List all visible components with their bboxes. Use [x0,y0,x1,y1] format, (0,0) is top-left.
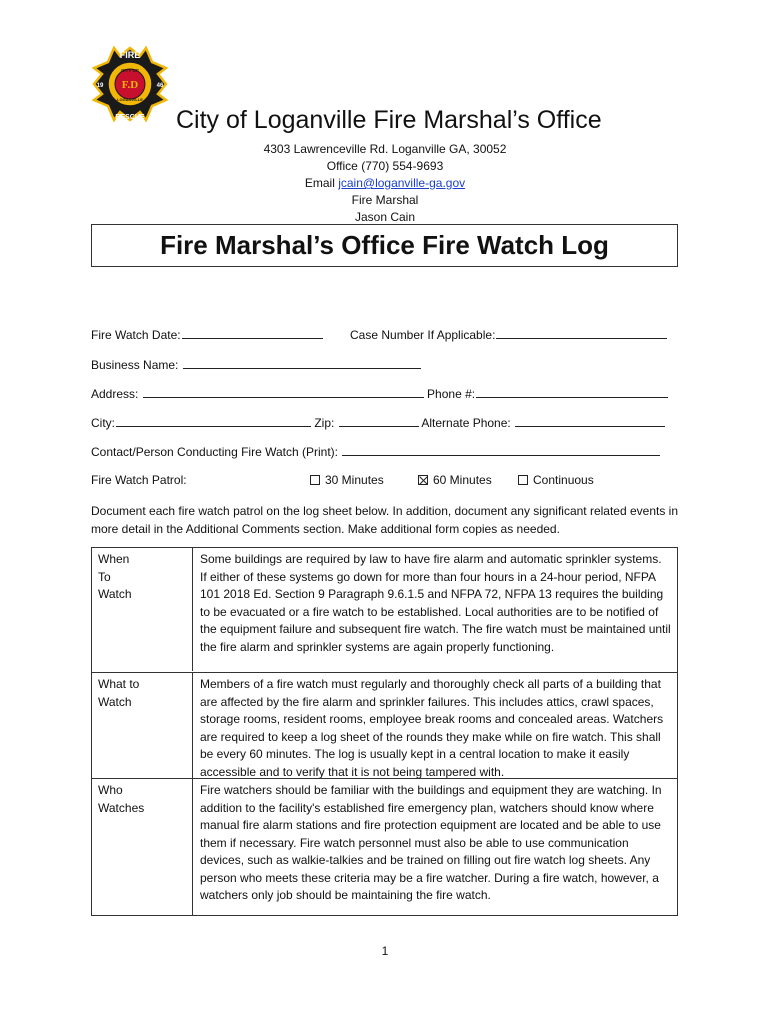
logo-top-text: FIRE [119,50,141,60]
alt-phone-field[interactable] [515,414,665,427]
address-line [91,385,668,402]
table-row [92,778,677,916]
row-text-who: Fire watchers should be familiar with the buildings and equipment they are watching. In addition to the facility's established fire emergency plan, watchers should know where manual fire alarm stations and fire protection equipment are located and be able to use them if necessary. Fire watch personnel must also be able to use communication devices, such as walkie-talkies and be trained on filling out fire watch log sheets. Any person who meets these criteria may be a fire watcher. During a fire watch, however, a watchers only job should be maintaining the fire watch. [200,783,662,902]
option-label: 60 Minutes [433,473,492,487]
page-number: 1 [381,944,389,958]
zip-field[interactable] [339,414,419,427]
office-email-line [0,175,770,192]
city-field[interactable] [116,414,311,427]
log-banner-title: Fire Marshal’s Office Fire Watch Log [91,224,678,267]
contact-field[interactable] [342,443,660,456]
fire-department-logo [88,42,172,126]
checkbox-30-minutes[interactable] [310,475,320,485]
email-prefix: Email [304,176,339,190]
table-row [92,548,677,671]
logo-ring-top: CITY OF [121,68,139,73]
email-link[interactable]: jcain@loganville-ga.gov [338,176,466,190]
info-table [91,547,678,916]
contact-block [0,141,770,226]
case-number-field[interactable] [496,326,667,339]
business-name-field[interactable] [183,356,421,369]
city-line [91,414,665,431]
case-label: Case Number If Applicable: [350,328,496,342]
patrol-label: Fire Watch Patrol: [91,473,187,487]
option-label: 30 Minutes [325,473,384,487]
business-label: Business Name: [91,358,182,372]
patrol-option-30[interactable] [310,472,384,488]
maltese-cross-icon [88,42,172,126]
checkbox-60-minutes[interactable] [418,475,428,485]
row-label-when: When To Watch [92,548,193,671]
date-field[interactable] [182,326,323,339]
contact-label: Contact/Person Conducting Fire Watch (Print): [91,445,342,459]
row-label-who: Who Watches [92,779,193,916]
patrol-option-continuous[interactable] [518,472,594,488]
row-label-what: What to Watch [92,673,193,779]
date-line [91,326,323,343]
logo-year-right: 46 [156,83,164,89]
phone-label: Phone #: [423,387,476,401]
office-phone: Office (770) 554-9693 [326,159,444,173]
option-label: Continuous [533,473,594,487]
row-text-what: Members of a fire watch must regularly and thoroughly check all parts of a building that are affected by the fire alarm and sprinkler failures. This includes attics, crawl spaces, storage rooms, resident rooms, employee break rooms and concealed areas. Watchers are required to keep a log sheet of the rounds they make while on fire watch. This shall be every 60 minutes. The log is usually kept in a central location to make it easily accessible and to verify that it is not being tampered with. [200,677,664,779]
patrol-option-60[interactable] [418,472,492,488]
checkbox-continuous[interactable] [518,475,528,485]
page-title: City of Loganville Fire Marshal’s Office [176,106,602,134]
table-row [92,672,677,779]
address-field[interactable] [143,385,424,398]
office-address: 4303 Lawrenceville Rd. Loganville GA, 30052 [263,142,507,156]
address-label: Address: [91,387,142,401]
logo-bottom-text: RESCUE [115,114,145,121]
business-line [91,356,421,373]
contact-line [91,443,660,460]
date-label: Fire Watch Date: [91,328,181,342]
logo-year-left: 19 [96,83,104,89]
zip-label: Zip: [311,416,338,430]
case-line [350,326,667,343]
phone-field[interactable] [476,385,668,398]
city-label: City: [91,416,115,430]
row-text-when: Some buildings are required by law to have fire alarm and automatic sprinkler systems. If either of these systems go down for more than four hours in a 24-hour period, NFPA 101 2018 Ed. Section 9 Paragraph 9.6.1.5 and NFPA 72, NFPA 13 requires the building to be evacuated or a fire watch to be established. Local authorities are to be notified of the equipment failure and subsequent fire watch. The fire watch must be maintained until the fire alarm and sprinkler systems are again properly functioning. [200,552,671,654]
instructions-paragraph: Document each fire watch patrol on the log sheet below. In addition, document any significant related events in more detail in the Additional Comments section. Make additional form copies as needed. [91,504,679,536]
alt-phone-label: Alternate Phone: [418,416,515,430]
logo-center: F.D [121,79,139,91]
marshal-name: Jason Cain [354,210,416,224]
logo-ring-bottom: LOGANVILLE [117,97,143,102]
role-title: Fire Marshal [351,193,419,207]
